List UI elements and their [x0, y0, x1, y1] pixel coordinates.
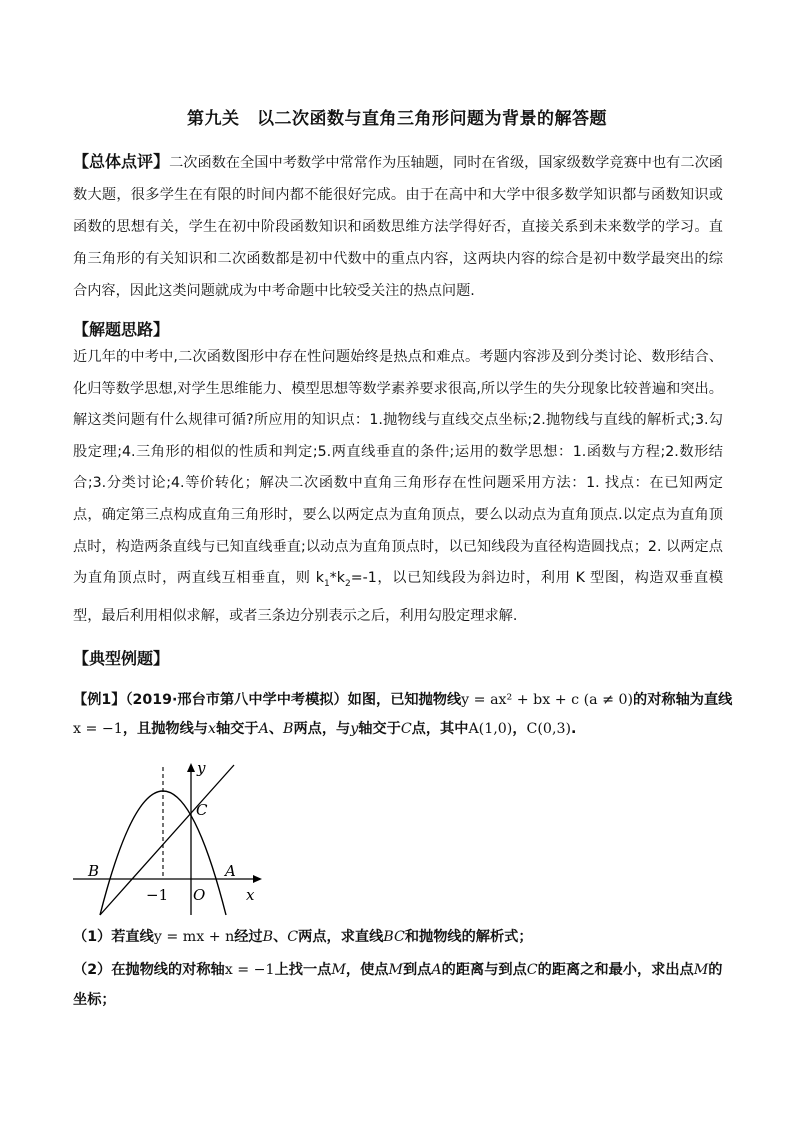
axis-equation: x = −1: [224, 962, 275, 978]
ideas-mid: *k: [329, 570, 345, 587]
example-text: 两点，与: [293, 721, 351, 737]
question-text: 经过: [234, 929, 263, 945]
math-var: B: [262, 929, 274, 945]
example-text: 轴交于: [358, 721, 401, 737]
question-text: 、: [273, 929, 288, 945]
point-c-coord: C(0,3): [526, 721, 572, 737]
question-text: （1）若直线: [73, 929, 154, 945]
label-c: C: [196, 801, 208, 819]
math-var: A: [258, 721, 269, 737]
math-var: x: [207, 721, 216, 737]
math-var: y: [350, 721, 359, 737]
question-text: 到点: [402, 962, 432, 978]
k2-subscript: 2: [344, 578, 351, 589]
ideas-body-b: =-1，以已知线段为斜边时，利用 K 型图，构造双垂直模型，最后利用相似求解，或者三条边分别表示之后，利用勾股定理求解.: [73, 570, 724, 624]
example-text: 轴交于: [215, 721, 259, 737]
label-minus-one: −1: [146, 886, 169, 904]
x-axis-arrow: [253, 875, 262, 883]
math-var: C: [526, 962, 538, 978]
ideas-heading: 【解题思路】: [73, 320, 170, 339]
math-var: M: [388, 962, 403, 978]
question-text: 的距离与到点: [441, 962, 527, 978]
math-var: M: [693, 962, 709, 978]
label-x: x: [246, 886, 255, 904]
overview-body: 二次函数在全国中考数学中常常作为压轴题，同时在省级，国家级数学竞赛中也有二次函数大题，很多学生在有限的时间内都不能很好完成。由于在高中和大学中很多数学知识都与函数知识或函数的思想有关，学生在初中阶段函数知识和函数思维方法学得好否，直接关系到未来数学的学习。直角三角形的有关知识和二次函数都是初中代数中的重点内容，这两块内容的综合是初中数学最突出的综合内容，因此这类问题就成为中考命题中比较受关注的热点问题.: [73, 155, 723, 299]
label-b: B: [88, 862, 100, 880]
axis-equation: x = −1: [73, 721, 123, 737]
math-var: BC: [383, 929, 405, 945]
math-var: B: [283, 721, 294, 737]
example-text: 、: [268, 721, 284, 737]
example-text: 的对称轴为直线: [633, 692, 733, 708]
question-text: 的距离之和最小，求出点: [537, 962, 694, 978]
point-a-coord: A(1,0): [468, 721, 513, 737]
example-1-text: [73, 686, 733, 744]
overview-paragraph: [73, 146, 723, 307]
label-o: O: [193, 886, 206, 904]
question-text: 两点，求直线: [298, 929, 384, 945]
math-var: M: [331, 962, 346, 978]
example-text: .: [571, 721, 577, 737]
parabola-figure: [70, 755, 270, 920]
question-text: 的坐标；: [73, 962, 723, 1008]
line-equation: y = mx + n: [153, 929, 235, 945]
label-a: A: [225, 862, 236, 880]
y-axis-arrow: [187, 763, 195, 772]
question-text: （2）在抛物线的对称轴: [73, 962, 225, 978]
question-text: ，使点: [345, 962, 389, 978]
question-2: [73, 955, 733, 1015]
math-var: C: [287, 929, 299, 945]
math-var: C: [400, 721, 412, 737]
example-tag: 【例1】: [73, 692, 126, 708]
k1-subscript: 1: [323, 578, 330, 589]
page-title: 第九关 以二次函数与直角三角形问题为背景的解答题: [187, 109, 607, 129]
question-text: 和抛物线的解析式；: [404, 929, 533, 945]
overview-heading: 【总体点评】: [73, 152, 170, 171]
parabola-equation: y = ax² + bx + c (a ≠ 0): [461, 692, 634, 708]
question-1: [73, 922, 733, 952]
example-source: （2019·邢台市第八中学中考模拟）如图，已知抛物线: [125, 692, 462, 708]
example-text: 点，其中: [411, 721, 469, 737]
ideas-paragraph: [73, 342, 723, 632]
example-text: ，且抛物线与: [122, 721, 208, 737]
examples-heading: 【典型例题】: [73, 649, 170, 668]
ideas-body-a: 近几年的中考中,二次函数图形中存在性问题始终是热点和难点。考题内容涉及到分类讨论、数形结合、化归等数学思想,对学生思维能力、模型思想等数学素养要求很高,所以学生的失分现象比较普遍和突出。解这类问题有什么规律可循?所应用的知识点：1.抛物线与直线交点坐标;2.抛物线与直线的解析式;3.勾股定理;4.三角形的相似的性质和判定;5.两直线垂直的条件;运用的数学思想：1.函数与方程;2.数形结合;3.分类讨论;4.等价转化；解决二次函数中直角三角形存在性问题采用方法：1. 找点：在已知两定点，确定第三点构成直角三角形时，要么以两定点为直角顶点，要么以动点为直角顶点.以定点为直角顶点时，构造两条直线与已知直线垂直;以动点为直角顶点时，以已知线段为直径构造圆找点；2. 以两定点为直角顶点时，两直线互相垂直，则 k: [73, 349, 723, 587]
label-y: y: [197, 759, 206, 777]
question-text: 上找一点: [274, 962, 332, 978]
example-text: ，: [512, 721, 527, 737]
math-var: A: [431, 962, 442, 978]
